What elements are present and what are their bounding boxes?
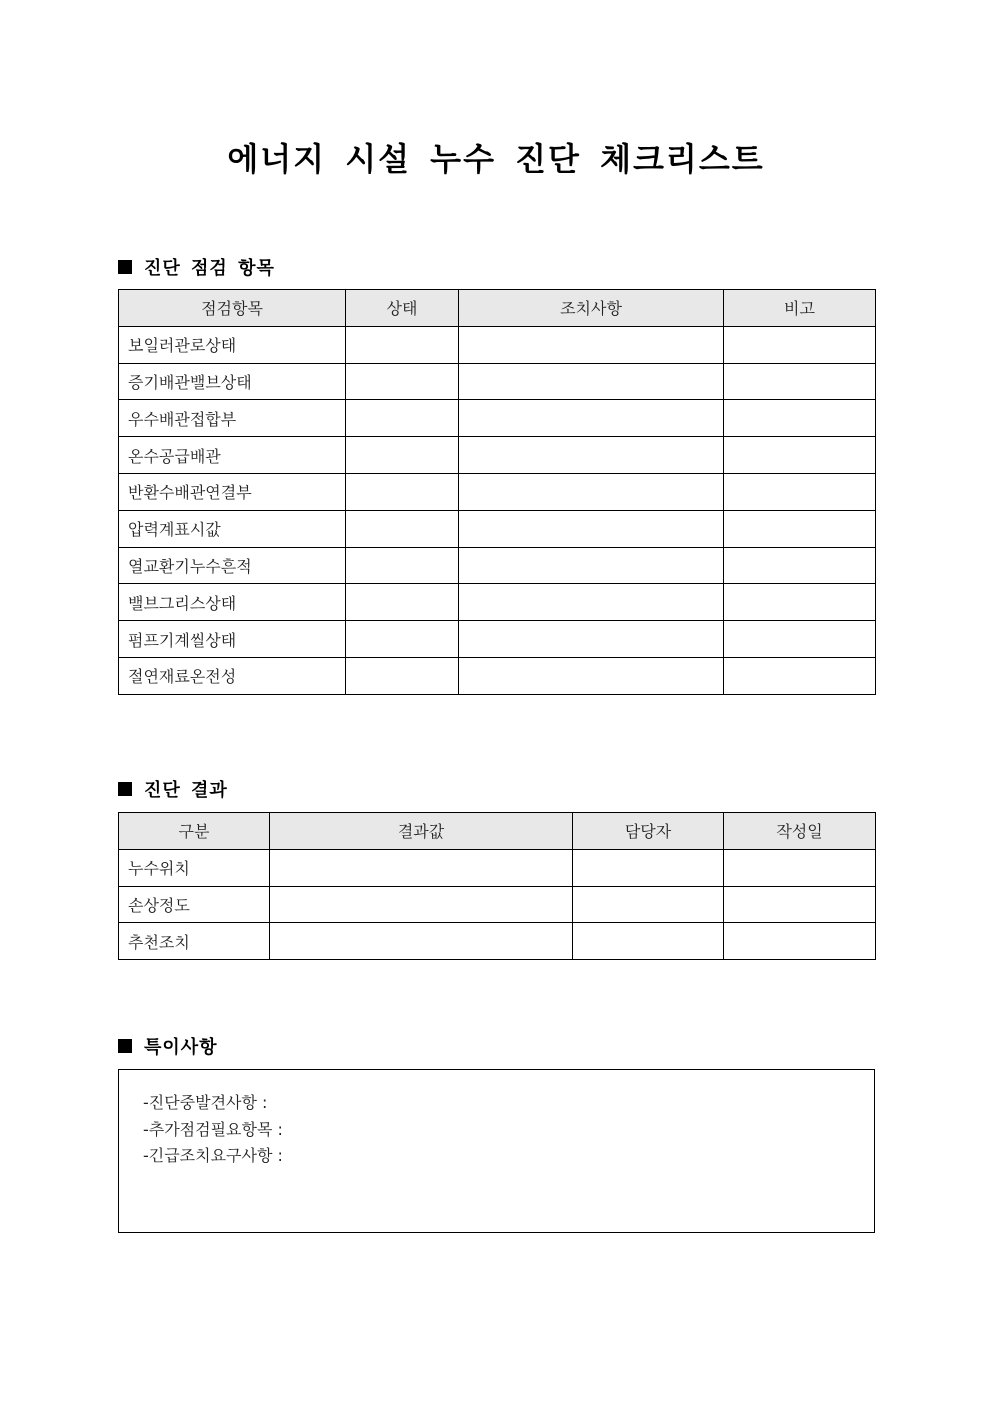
status-cell[interactable]: [346, 363, 459, 400]
value-cell[interactable]: [270, 886, 573, 923]
table-header-row: [119, 813, 876, 850]
status-cell[interactable]: [346, 584, 459, 621]
status-cell[interactable]: [346, 473, 459, 510]
item-cell: 펌프기계씰상태: [119, 621, 346, 658]
note-cell[interactable]: [724, 621, 876, 658]
column-header-note: 비고: [724, 290, 876, 327]
note-cell[interactable]: [724, 400, 876, 437]
item-cell: 절연재료온전성: [119, 657, 346, 694]
table-row: [119, 326, 876, 363]
column-header-action: 조치사항: [459, 290, 724, 327]
column-header-date: 작성일: [724, 813, 876, 850]
manager-cell[interactable]: [573, 923, 724, 960]
status-cell[interactable]: [346, 657, 459, 694]
section-heading-inspection: [118, 254, 275, 280]
table-row: [119, 363, 876, 400]
manager-cell[interactable]: [573, 886, 724, 923]
action-cell[interactable]: [459, 437, 724, 474]
category-cell: 추천조치: [119, 923, 270, 960]
value-cell[interactable]: [270, 923, 573, 960]
remark-line-urgent-actions: -긴급조치요구사항 :: [143, 1146, 283, 1165]
table-row: [119, 437, 876, 474]
remark-line-findings: -진단중발견사항 :: [143, 1093, 268, 1112]
table-row: [119, 510, 876, 547]
section-heading-label: 진단 결과: [144, 780, 228, 801]
table-row: [119, 584, 876, 621]
table-row: [119, 621, 876, 658]
column-header-item: 점검항목: [119, 290, 346, 327]
action-cell[interactable]: [459, 363, 724, 400]
item-cell: 압력계표시값: [119, 510, 346, 547]
remark-line-additional-checks: -추가점검필요항목 :: [143, 1119, 283, 1139]
remarks-box[interactable]: [118, 1069, 875, 1233]
square-bullet-icon: [118, 260, 132, 274]
section-heading-remarks: [118, 1033, 218, 1059]
status-cell[interactable]: [346, 437, 459, 474]
date-cell[interactable]: [724, 849, 876, 886]
column-header-manager: 담당자: [573, 813, 724, 850]
action-cell[interactable]: [459, 547, 724, 584]
date-cell[interactable]: [724, 886, 876, 923]
item-cell: 우수배관접합부: [119, 400, 346, 437]
square-bullet-icon: [118, 782, 132, 796]
inspection-table: [118, 289, 876, 695]
square-bullet-icon: [118, 1039, 132, 1053]
item-cell: 증기배관밸브상태: [119, 363, 346, 400]
section-heading-label: 진단 점검 항목: [144, 258, 275, 279]
status-cell[interactable]: [346, 621, 459, 658]
note-cell[interactable]: [724, 510, 876, 547]
action-cell[interactable]: [459, 400, 724, 437]
note-cell[interactable]: [724, 473, 876, 510]
action-cell[interactable]: [459, 326, 724, 363]
section-heading-result: [118, 776, 228, 802]
value-cell[interactable]: [270, 849, 573, 886]
section-heading-label: 특이사항: [144, 1037, 218, 1058]
note-cell[interactable]: [724, 584, 876, 621]
status-cell[interactable]: [346, 326, 459, 363]
status-cell[interactable]: [346, 547, 459, 584]
category-cell: 손상정도: [119, 886, 270, 923]
table-row: [119, 547, 876, 584]
manager-cell[interactable]: [573, 849, 724, 886]
category-cell: 누수위치: [119, 849, 270, 886]
table-row: [119, 886, 876, 923]
action-cell[interactable]: [459, 657, 724, 694]
item-cell: 온수공급배관: [119, 437, 346, 474]
table-row: [119, 849, 876, 886]
column-header-value: 결과값: [270, 813, 573, 850]
action-cell[interactable]: [459, 510, 724, 547]
note-cell[interactable]: [724, 326, 876, 363]
table-header-row: [119, 290, 876, 327]
note-cell[interactable]: [724, 657, 876, 694]
table-row: [119, 657, 876, 694]
item-cell: 밸브그리스상태: [119, 584, 346, 621]
table-row: [119, 473, 876, 510]
table-row: [119, 923, 876, 960]
action-cell[interactable]: [459, 584, 724, 621]
date-cell[interactable]: [724, 923, 876, 960]
column-header-category: 구분: [119, 813, 270, 850]
action-cell[interactable]: [459, 621, 724, 658]
column-header-status: 상태: [346, 290, 459, 327]
item-cell: 반환수배관연결부: [119, 473, 346, 510]
result-table: [118, 812, 876, 960]
document-title: 에너지 시설 누수 진단 체크리스트: [227, 140, 765, 178]
item-cell: 보일러관로상태: [119, 326, 346, 363]
item-cell: 열교환기누수흔적: [119, 547, 346, 584]
status-cell[interactable]: [346, 510, 459, 547]
note-cell[interactable]: [724, 363, 876, 400]
note-cell[interactable]: [724, 437, 876, 474]
status-cell[interactable]: [346, 400, 459, 437]
action-cell[interactable]: [459, 473, 724, 510]
table-row: [119, 400, 876, 437]
note-cell[interactable]: [724, 547, 876, 584]
